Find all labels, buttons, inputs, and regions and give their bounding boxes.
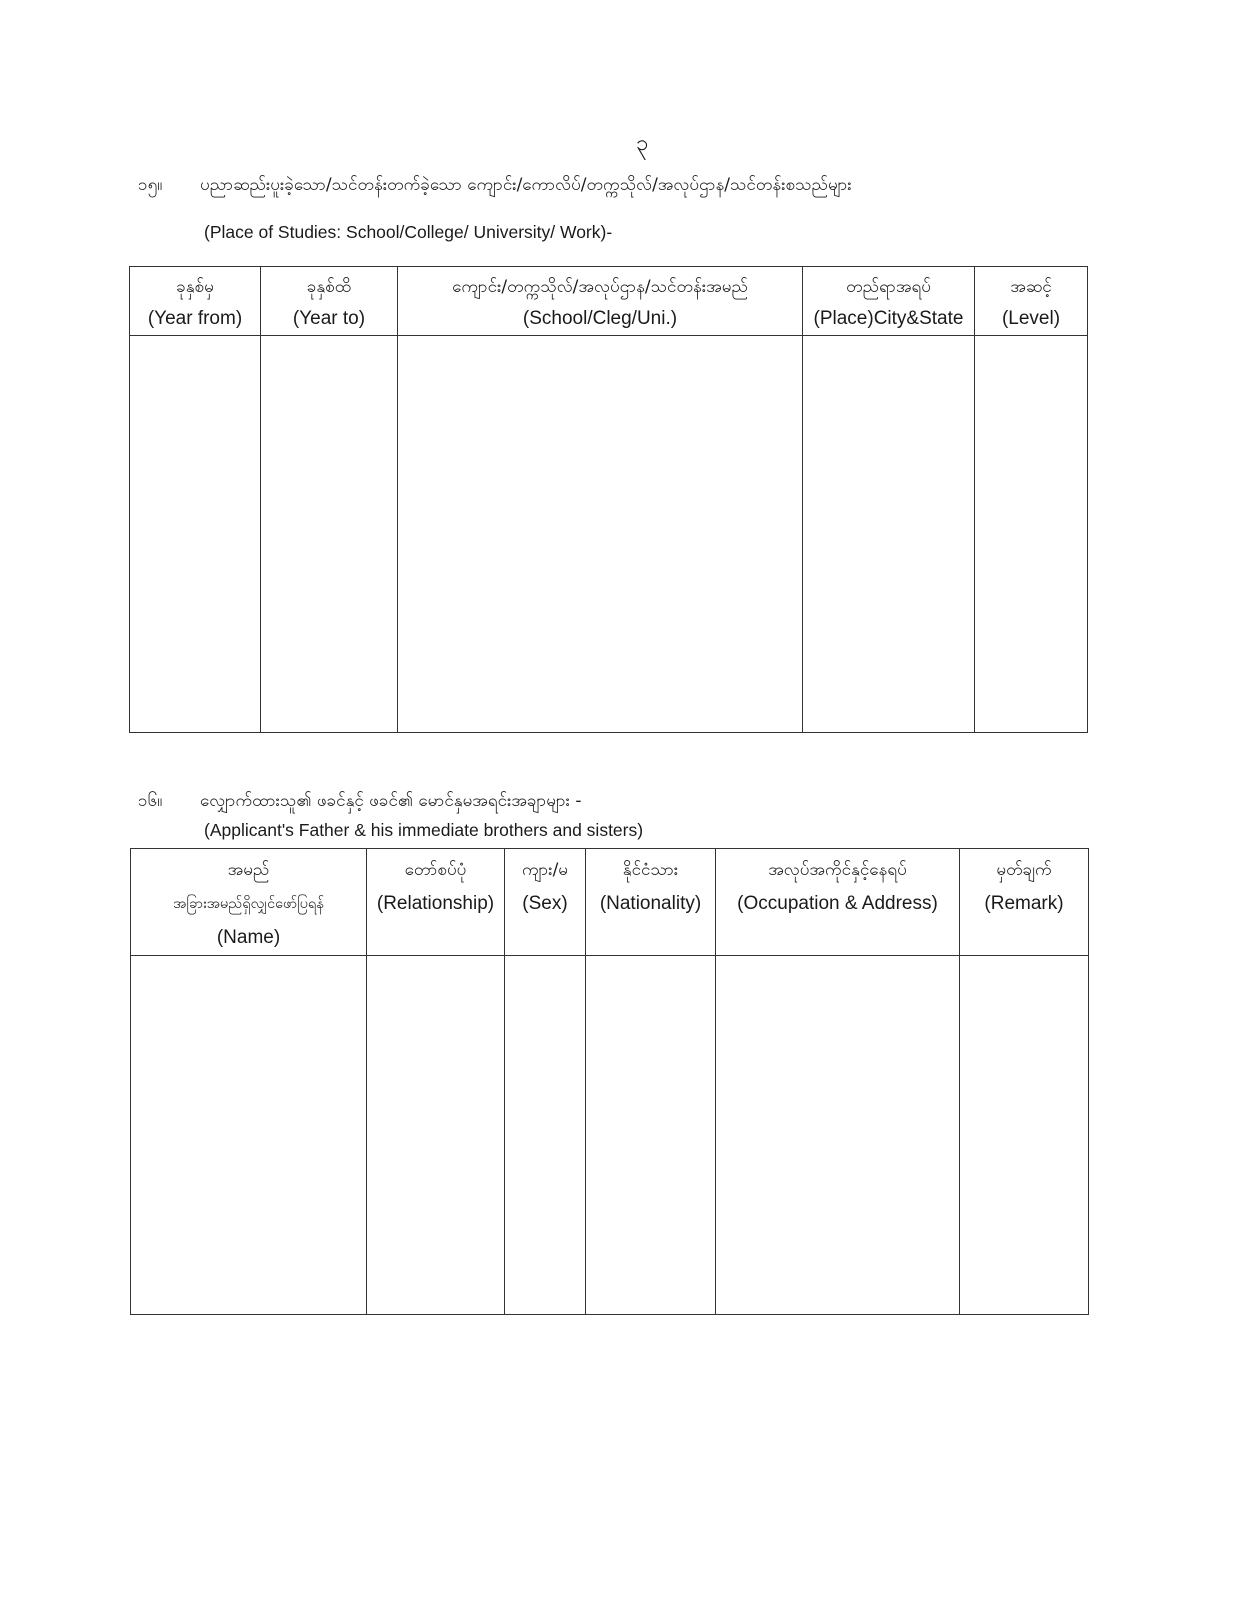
col-name: အမည် အခြားအမည်ရှိလျှင်ဖော်ပြရန် (Name) bbox=[131, 849, 367, 956]
school-name-cell[interactable] bbox=[398, 336, 803, 733]
section-15-number: ၁၅။ bbox=[138, 175, 163, 195]
col-nationality: နိုင်ငံသား (Nationality) bbox=[586, 849, 716, 956]
col-sex: ကျား/မ (Sex) bbox=[505, 849, 586, 956]
sex-cell[interactable] bbox=[505, 956, 586, 1315]
section-16-title: လျှောက်ထားသူ၏ ဖခင်နှင့် ဖခင်၏ မောင်နှမအရင်းအချာများ - bbox=[200, 791, 582, 811]
studies-table-row bbox=[130, 336, 1088, 733]
section-16-heading bbox=[138, 790, 582, 815]
page-number: ၃ bbox=[636, 131, 649, 156]
year-to-cell[interactable] bbox=[261, 336, 398, 733]
section-16-number: ၁၆။ bbox=[138, 791, 163, 811]
family-table-row bbox=[131, 956, 1089, 1315]
section-16-subtitle: (Applicant's Father & his immediate brothers and sisters) bbox=[204, 820, 644, 840]
year-from-cell[interactable] bbox=[130, 336, 261, 733]
level-cell[interactable] bbox=[975, 336, 1088, 733]
family-table bbox=[130, 848, 1089, 1315]
col-relationship: တော်စပ်ပုံ (Relationship) bbox=[367, 849, 505, 956]
col-year-from: ခုနှစ်မှ (Year from) bbox=[130, 267, 261, 336]
col-school-name: ကျောင်း/တက္ကသိုလ်/အလုပ်ဌာန/သင်တန်းအမည် (School/Cleg/Uni.) bbox=[398, 267, 803, 336]
studies-table bbox=[129, 266, 1088, 733]
col-place: တည်ရာအရပ် (Place)City&State bbox=[803, 267, 975, 336]
occupation-address-cell[interactable] bbox=[716, 956, 960, 1315]
col-year-to: ခုနှစ်ထိ (Year to) bbox=[261, 267, 398, 336]
name-cell[interactable] bbox=[131, 956, 367, 1315]
relationship-cell[interactable] bbox=[367, 956, 505, 1315]
nationality-cell[interactable] bbox=[586, 956, 716, 1315]
col-level: အဆင့် (Level) bbox=[975, 267, 1088, 336]
family-table-header bbox=[131, 849, 1089, 956]
section-15-title: ပညာဆည်းပူးခဲ့သော/သင်တန်းတက်ခဲ့သော ကျောင်း/ကောလိပ်/တက္ကသိုလ်/အလုပ်ဌာန/သင်တန်းစသည်များ bbox=[200, 175, 852, 195]
col-remark: မှတ်ချက် (Remark) bbox=[960, 849, 1089, 956]
studies-table-header bbox=[130, 267, 1088, 336]
section-15-subtitle: (Place of Studies: School/College/ University/ Work)- bbox=[204, 222, 613, 242]
remark-cell[interactable] bbox=[960, 956, 1089, 1315]
section-15-heading bbox=[138, 174, 852, 199]
place-cell[interactable] bbox=[803, 336, 975, 733]
col-occupation-address: အလုပ်အကိုင်နှင့်နေရပ် (Occupation & Address) bbox=[716, 849, 960, 956]
